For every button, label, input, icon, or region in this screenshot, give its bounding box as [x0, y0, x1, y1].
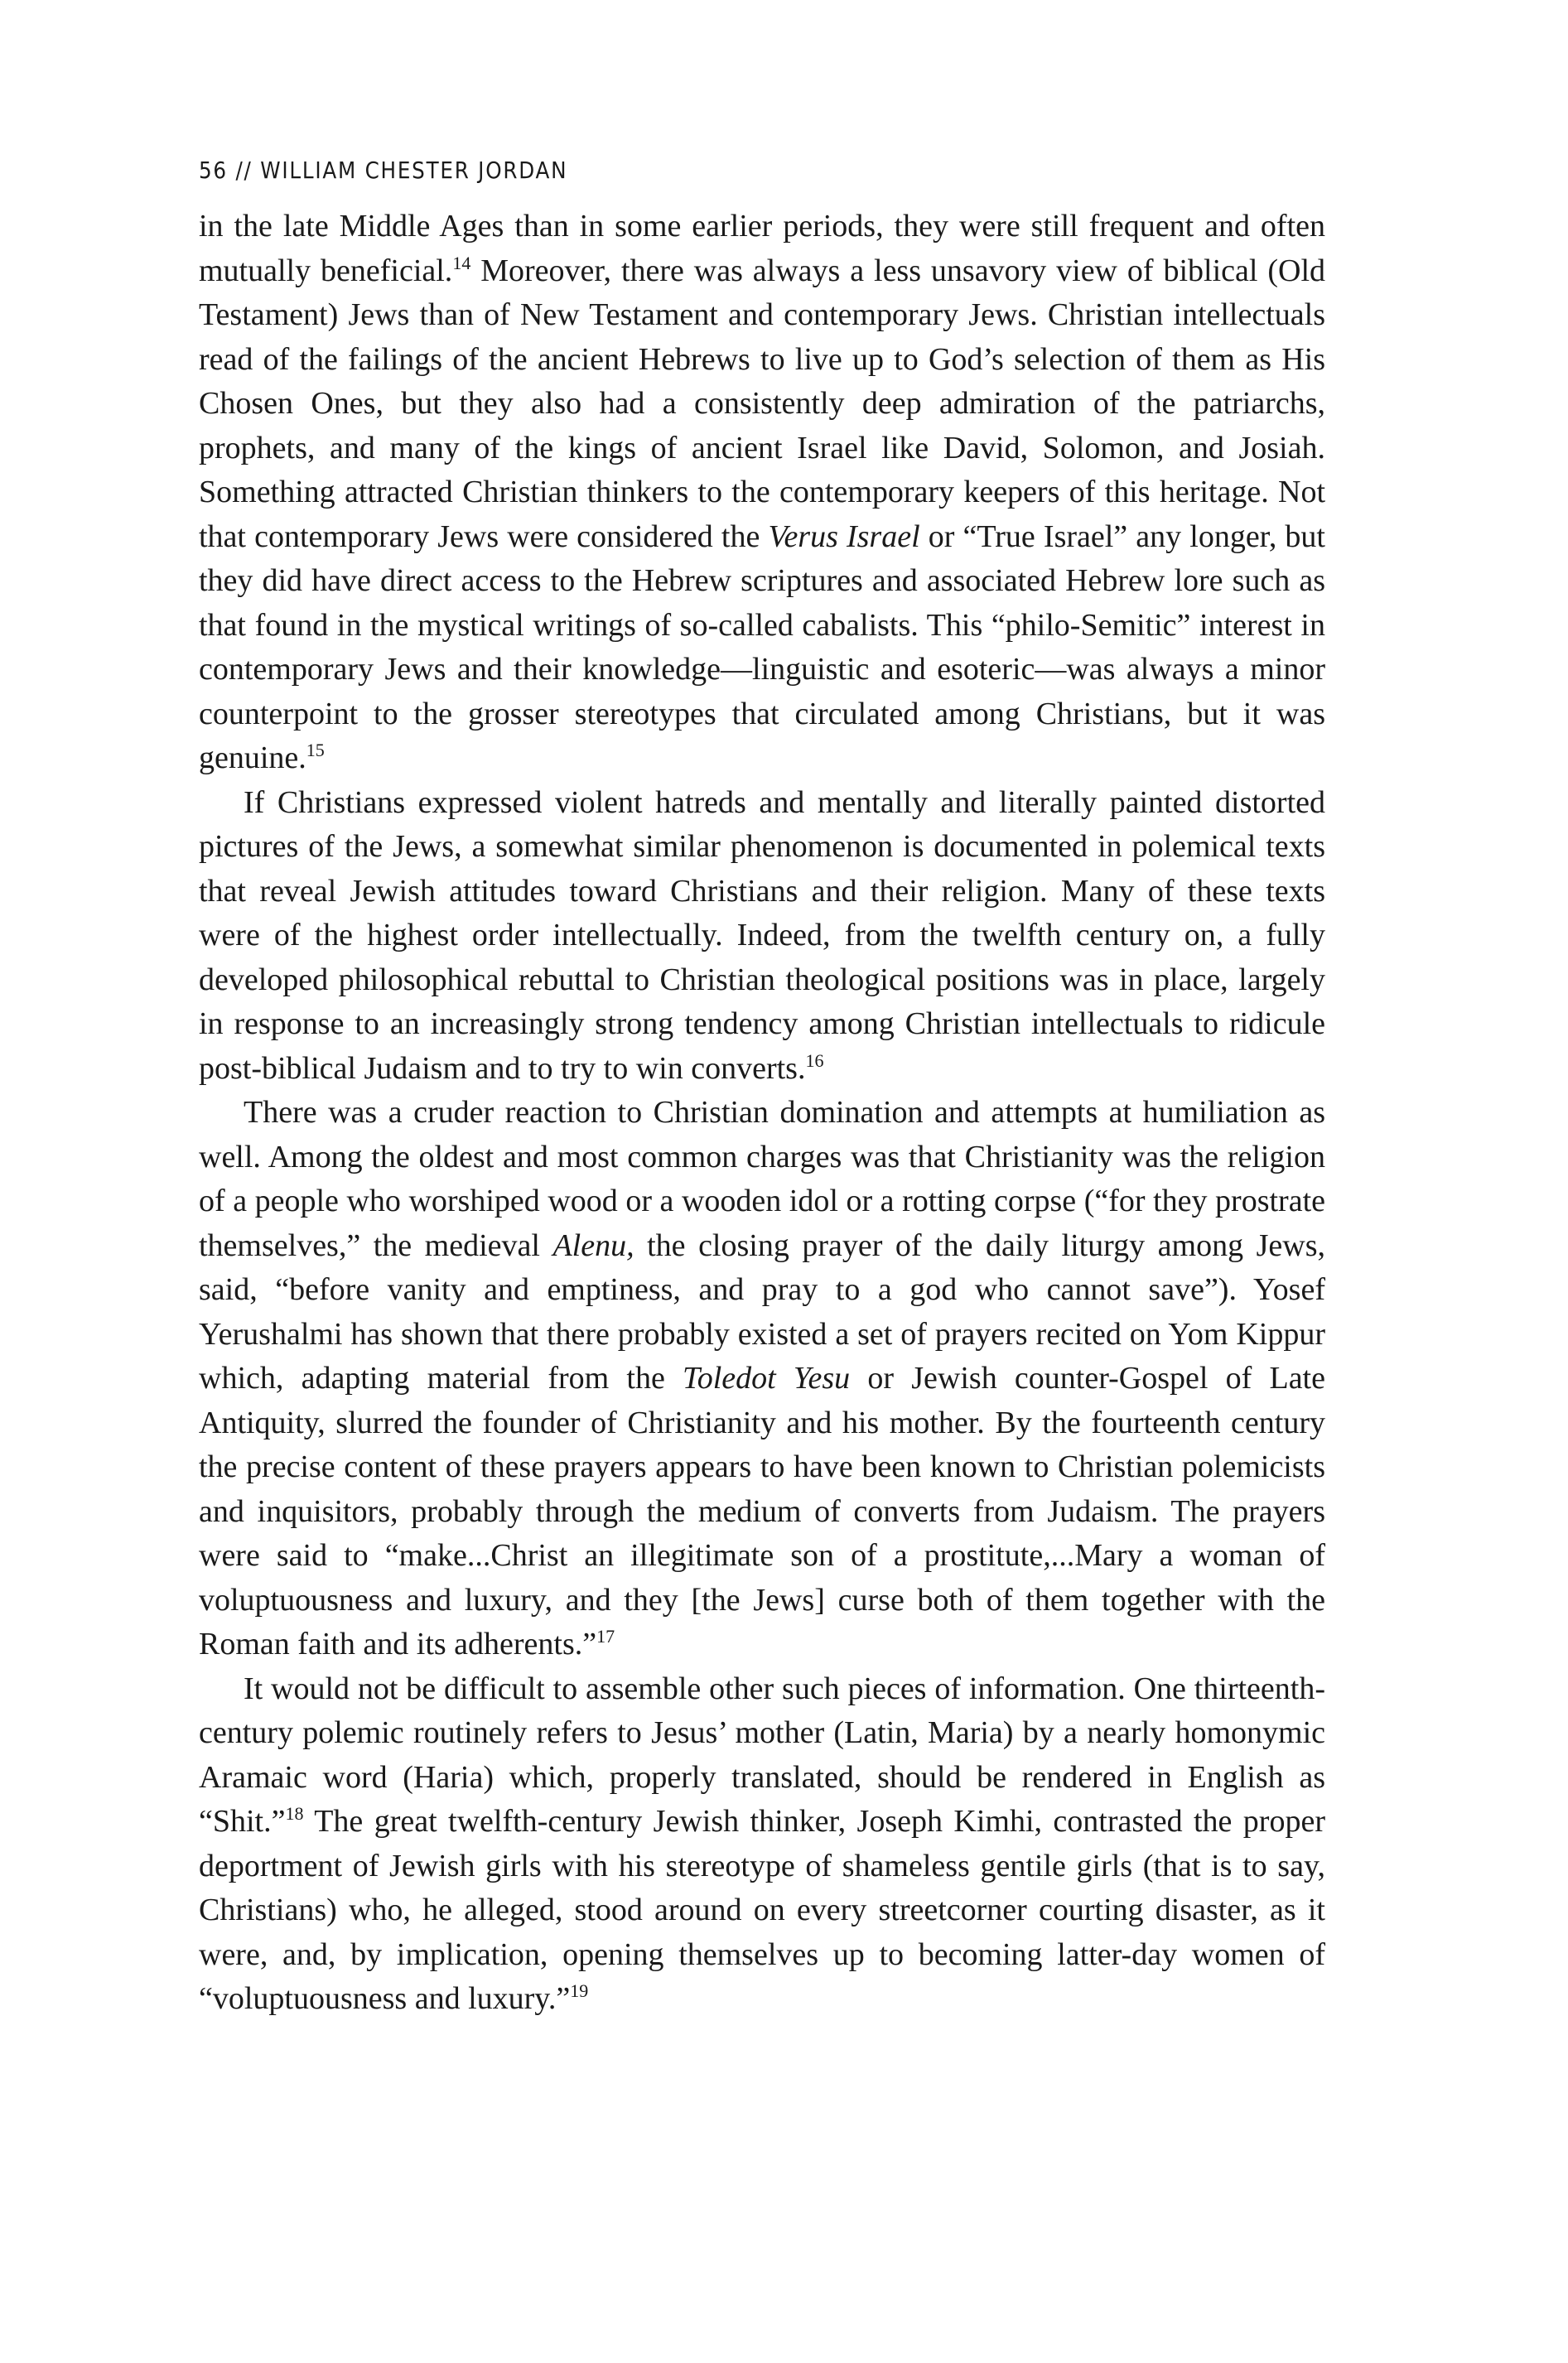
author-name: WILLIAM CHESTER JORDAN	[260, 157, 568, 184]
body-text	[199, 205, 1325, 2022]
text-run: or “True Israel” any longer, but they did have direct access to the Hebrew scriptures and associated Hebrew lore such as that found in the mystical writings of so-called cabalists. This “philo-Semitic” interest in contemporary Jews and their knowledge—linguistic and esoteric—was always a minor counterpoint to the grosser stereotypes that circulated among Christians, but it was genuine.	[199, 518, 1325, 775]
footnote-ref: 16	[805, 1049, 824, 1071]
running-head	[199, 153, 1190, 188]
text-run: There was a cruder reaction to Christian domination and attempts at humiliation as well. Among the oldest and most common charges was that Christianity was the religion of a people who worshiped wood or a wooden idol or a rotting corpse (“for they prostrate themselves,” the medieval	[199, 1095, 1325, 1263]
text-run: or Jewish counter-Gospel of Late Antiquity, slurred the founder of Christianity and his mother. By the fourteenth century the precise content of these prayers appears to have been known to Christian polemicists and inquisitors, probably through the medium of converts from Judaism. The prayers were said to “make...Christ an illegitimate son of a prostitute,...Mary a woman of voluptuousness and luxury, and they [the Jews] curse both of them together with the Roman faith and its adherents.”	[199, 1361, 1325, 1661]
italic-text: Verus Israel	[768, 518, 920, 554]
text-run: If Christians expressed violent hatreds and mentally and literally painted distorted pictures of the Jews, a somewhat similar phenomenon is documented in polemical texts that reveal Jewish attitudes toward Christians and their religion. Many of these texts were of the highest order intellectually. Indeed, from the twelfth century on, a fully developed philosophical rebuttal to Christian theological positions was in place, largely in response to an increasingly strong tendency among Christian intellectuals to ridicule post-biblical Judaism and to try to win converts.	[199, 784, 1325, 1086]
footnote-ref: 18	[285, 1803, 304, 1824]
header-separator: //	[235, 157, 253, 184]
book-page	[199, 153, 1325, 2022]
paragraph	[199, 1091, 1325, 1667]
footnote-ref: 14	[452, 252, 471, 273]
footnote-ref: 17	[596, 1626, 615, 1647]
text-run: the closing prayer of the daily liturgy among Jews, said, “before vanity and emptiness, and pray to a god who cannot save”). Yosef Yerushalmi has shown that there probably existed a set of prayers recited on Yom Kippur which, adapting material from the	[199, 1227, 1325, 1396]
text-run: The great twelfth-century Jewish thinker, Joseph Kimhi, contrasted the proper deportment of Jewish girls with his stereotype of shameless gentile girls (that is to say, Christians) who, he alleged, stood around on every streetcorner courting disaster, as it were, and, by implication, opening themselves up to becoming latter-day women of “voluptuousness and luxury.”	[199, 1804, 1325, 2016]
footnote-ref: 19	[570, 1980, 589, 2001]
paragraph	[199, 205, 1325, 781]
page-number: 56	[199, 157, 228, 184]
footnote-ref: 15	[306, 740, 325, 760]
text-run: in the late Middle Ages than in some earlier periods, they were still frequent and often mutually beneficial.	[199, 209, 1325, 288]
italic-text: Toledot Yesu	[683, 1361, 851, 1396]
text-run: It would not be difficult to assemble other such pieces of information. One thirteenth-century polemic routinely refers to Jesus’ mother (Latin, Maria) by a nearly homonymic Aramaic word (Haria) which, properly translated, should be rendered in English as “Shit.”	[199, 1671, 1325, 1839]
italic-text: Alenu,	[552, 1227, 634, 1263]
paragraph	[199, 1667, 1325, 2022]
paragraph	[199, 781, 1325, 1092]
text-run: Moreover, there was always a less unsavory view of biblical (Old Testament) Jews than of New Testament and contemporary Jews. Christian intellectuals read of the failings of the ancient Hebrews to live up to God’s selection of them as His Chosen Ones, but they also had a consistently deep admiration of the patriarchs, prophets, and many of the kings of ancient Israel like David, Solomon, and Josiah. Something attracted Christian thinkers to the contemporary keepers of this heritage. Not that contemporary Jews were considered the	[199, 253, 1326, 554]
